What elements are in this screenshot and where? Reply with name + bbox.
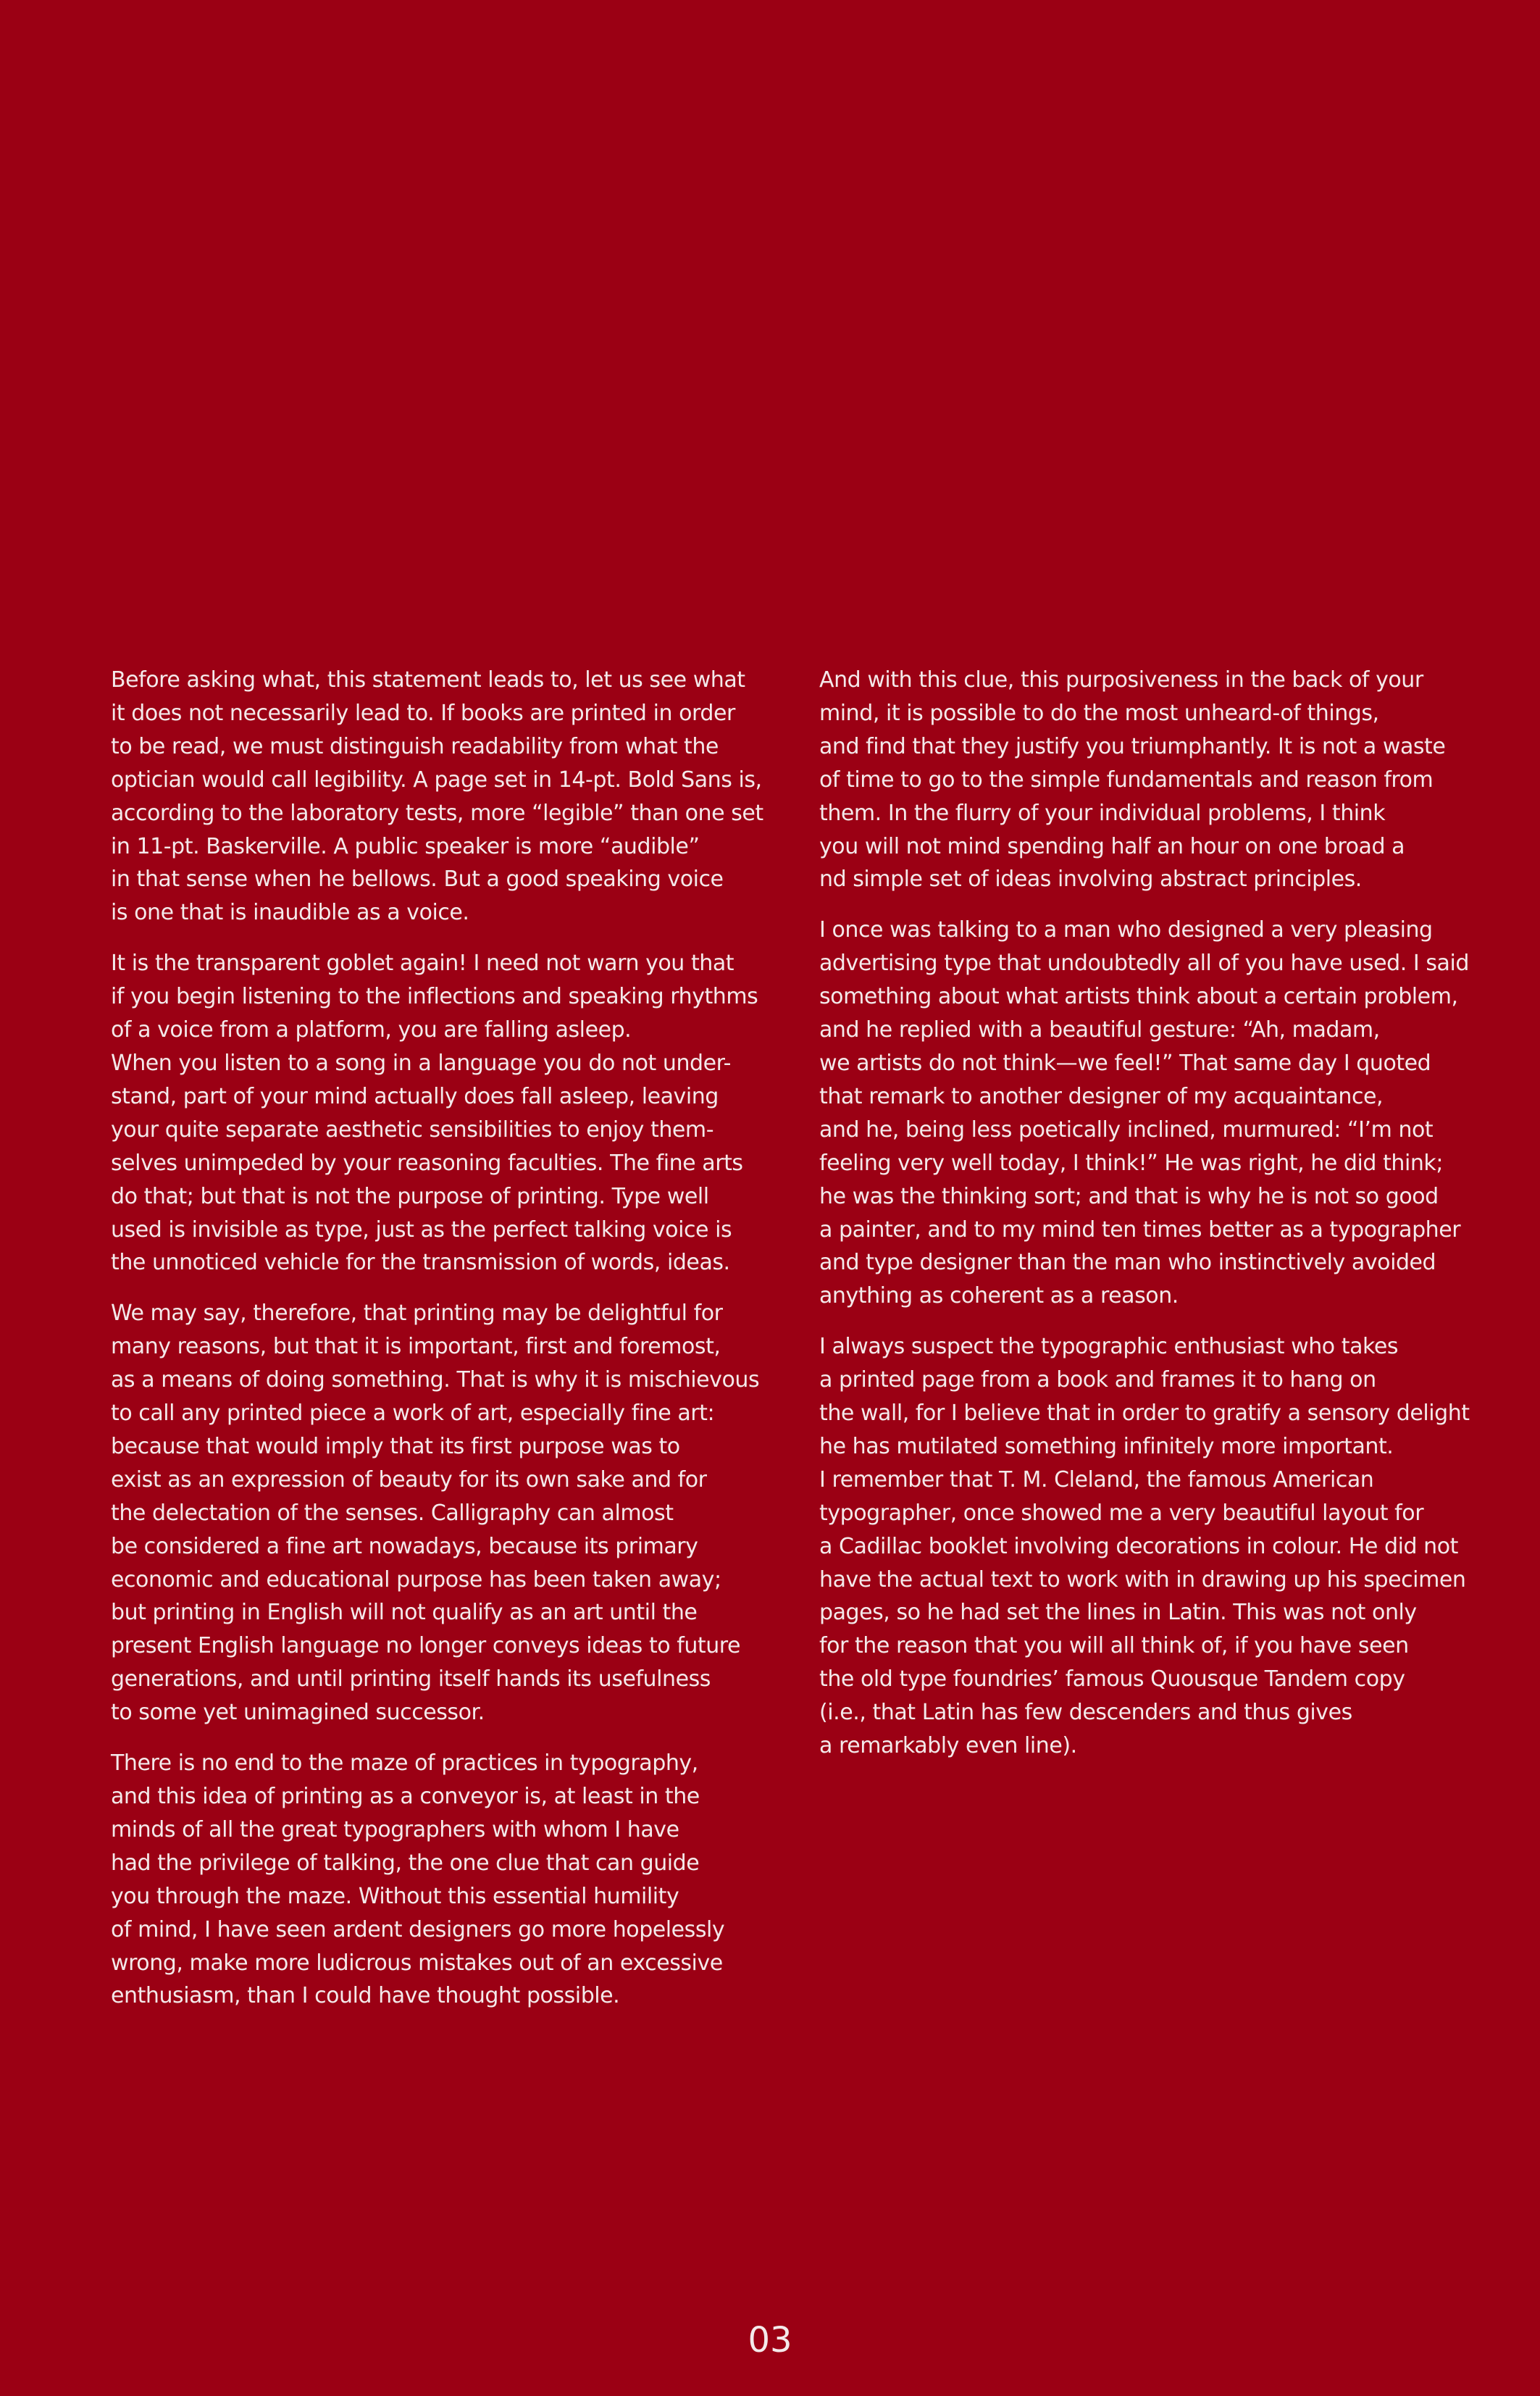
text-line: minds of all the great typographers with whom I have	[111, 1816, 679, 1842]
text-line: It is the transparent goblet again! I need not warn you that	[111, 951, 735, 977]
text-line: have the actual text to work with in drawing up his specimen	[819, 1566, 1466, 1593]
text-line: economic and educational purpose has been taken away;	[111, 1566, 721, 1593]
text-line: a Cadillac booklet involving decorations in colour. He did not	[819, 1533, 1458, 1559]
text-line: feeling very well today, I think!” He was right, he did think;	[819, 1150, 1443, 1176]
paragraph	[819, 1330, 1493, 1763]
text-line: advertising type that undoubtedly all of you have used. I said	[819, 951, 1469, 977]
text-line: you will not mind spending half an hour on one broad a	[819, 833, 1405, 859]
text-line: in 11-pt. Baskerville. A public speaker is more “audible”	[111, 833, 700, 859]
text-line: but printing in English will not qualify as an art until the	[111, 1600, 698, 1626]
text-line: (i.e., that Latin has few descenders and thus gives	[819, 1700, 1352, 1726]
text-line: and type designer than the man who instinctively avoided	[819, 1250, 1436, 1276]
text-line: I once was talking to a man who designed a very pleasing	[819, 917, 1433, 943]
text-line: according to the laboratory tests, more “legible” than one set	[111, 800, 763, 826]
text-line: the old type foundries’ famous Quousque Tandem copy	[819, 1666, 1405, 1692]
text-line: exist as an expression of beauty for its own sake and for	[111, 1466, 707, 1493]
text-line: mind, it is possible to do the most unheard-of things,	[819, 700, 1379, 726]
text-line: a remarkably even line).	[819, 1733, 1077, 1759]
text-column-right	[819, 664, 1493, 1780]
text-line: to call any printed piece a work of art, especially fine art:	[111, 1401, 715, 1427]
text-line: of a voice from a platform, you are falling asleep.	[111, 1017, 632, 1043]
text-line: optician would call legibility. A page set in 14-pt. Bold Sans is,	[111, 767, 762, 793]
text-line: I remember that T. M. Cleland, the famous American	[819, 1466, 1374, 1493]
text-line: and he replied with a beautiful gesture: “Ah, madam,	[819, 1017, 1380, 1043]
paragraph	[111, 664, 784, 930]
text-line: and he, being less poetically inclined, murmured: “I’m not	[819, 1116, 1434, 1143]
text-line: you through the maze. Without this essential humility	[111, 1883, 679, 1909]
text-line: had the privilege of talking, the one clue that can guide	[111, 1850, 700, 1876]
text-line: as a means of doing something. That is why it is mischievous	[111, 1367, 760, 1393]
text-line: enthusiasm, than I could have thought possible.	[111, 1983, 620, 2009]
text-line: and find that they justify you triumphantly. It is not a waste	[819, 733, 1446, 759]
text-line: the delectation of the senses. Calligraphy can almost	[111, 1500, 674, 1526]
page-number: 03	[748, 2320, 792, 2360]
text-line: of mind, I have seen ardent designers go more hopelessly	[111, 1916, 725, 1942]
text-line: your quite separate aesthetic sensibilities to enjoy them-	[111, 1116, 714, 1143]
paragraph	[819, 664, 1493, 896]
text-line: because that would imply that its first purpose was to	[111, 1433, 680, 1459]
text-line: be considered a fine art nowadays, because its primary	[111, 1533, 698, 1559]
text-line: of time to go to the simple fundamentals and reason from	[819, 767, 1434, 793]
text-line: it does not necessarily lead to. If books are printed in order	[111, 700, 735, 726]
text-line: nd simple set of ideas involving abstract principles.	[819, 867, 1362, 893]
text-line: stand, part of your mind actually does fall asleep, leaving	[111, 1083, 719, 1109]
text-line: is one that is inaudible as a voice.	[111, 900, 469, 926]
text-line: many reasons, but that it is important, first and foremost,	[111, 1334, 721, 1360]
paragraph	[111, 947, 784, 1280]
text-line: pages, so he had set the lines in Latin. This was not only	[819, 1600, 1417, 1626]
paragraph	[819, 914, 1493, 1313]
text-line: And with this clue, this purposiveness in the back of your	[819, 667, 1423, 693]
text-line: used is invisible as type, just as the perfect talking voice is	[111, 1216, 732, 1243]
text-line: the unnoticed vehicle for the transmission of words, ideas.	[111, 1250, 730, 1276]
text-line: typographer, once showed me a very beautiful layout for	[819, 1500, 1424, 1526]
paragraph	[111, 1747, 784, 2013]
text-line: to some yet unimagined successor.	[111, 1700, 485, 1726]
text-line: he has mutilated something infinitely more important.	[819, 1433, 1394, 1459]
text-line: that remark to another designer of my acquaintance,	[819, 1083, 1384, 1109]
text-line: Before asking what, this statement leads to, let us see what	[111, 667, 745, 693]
text-line: do that; but that is not the purpose of printing. Type well	[111, 1183, 709, 1209]
text-line: for the reason that you will all think of, if you have seen	[819, 1633, 1409, 1659]
text-line: if you begin listening to the inflections and speaking rhythms	[111, 984, 758, 1010]
text-line: something about what artists think about a certain problem,	[819, 984, 1458, 1010]
text-line: We may say, therefore, that printing may be delightful for	[111, 1301, 723, 1327]
text-line: I always suspect the typographic enthusiast who takes	[819, 1334, 1399, 1360]
text-line: a printed page from a book and frames it to hang on	[819, 1367, 1376, 1393]
text-line: the wall, for I believe that in order to gratify a sensory delight	[819, 1401, 1470, 1427]
text-line: There is no end to the maze of practices in typography,	[111, 1750, 698, 1777]
text-line: and this idea of printing as a conveyor is, at least in the	[111, 1784, 700, 1809]
paragraph	[111, 1297, 784, 1729]
text-column-left	[111, 664, 784, 2030]
text-line: them. In the flurry of your individual problems, I think	[819, 800, 1386, 826]
text-line: When you listen to a song in a language you do not under-	[111, 1050, 731, 1076]
text-line: present English language no longer conveys ideas to future	[111, 1633, 741, 1659]
text-line: in that sense when he bellows. But a good speaking voice	[111, 867, 724, 893]
text-line: anything as coherent as a reason.	[819, 1283, 1179, 1309]
text-line: selves unimpeded by your reasoning faculties. The fine arts	[111, 1150, 743, 1176]
text-line: a painter, and to my mind ten times better as a typographer	[819, 1216, 1461, 1243]
text-line: wrong, make more ludicrous mistakes out of an excessive	[111, 1950, 723, 1976]
text-line: generations, and until printing itself hands its usefulness	[111, 1666, 711, 1692]
text-line: we artists do not think—we feel!” That same day I quoted	[819, 1050, 1431, 1076]
text-line: he was the thinking sort; and that is why he is not so good	[819, 1183, 1439, 1209]
text-line: to be read, we must distinguish readability from what the	[111, 733, 719, 759]
